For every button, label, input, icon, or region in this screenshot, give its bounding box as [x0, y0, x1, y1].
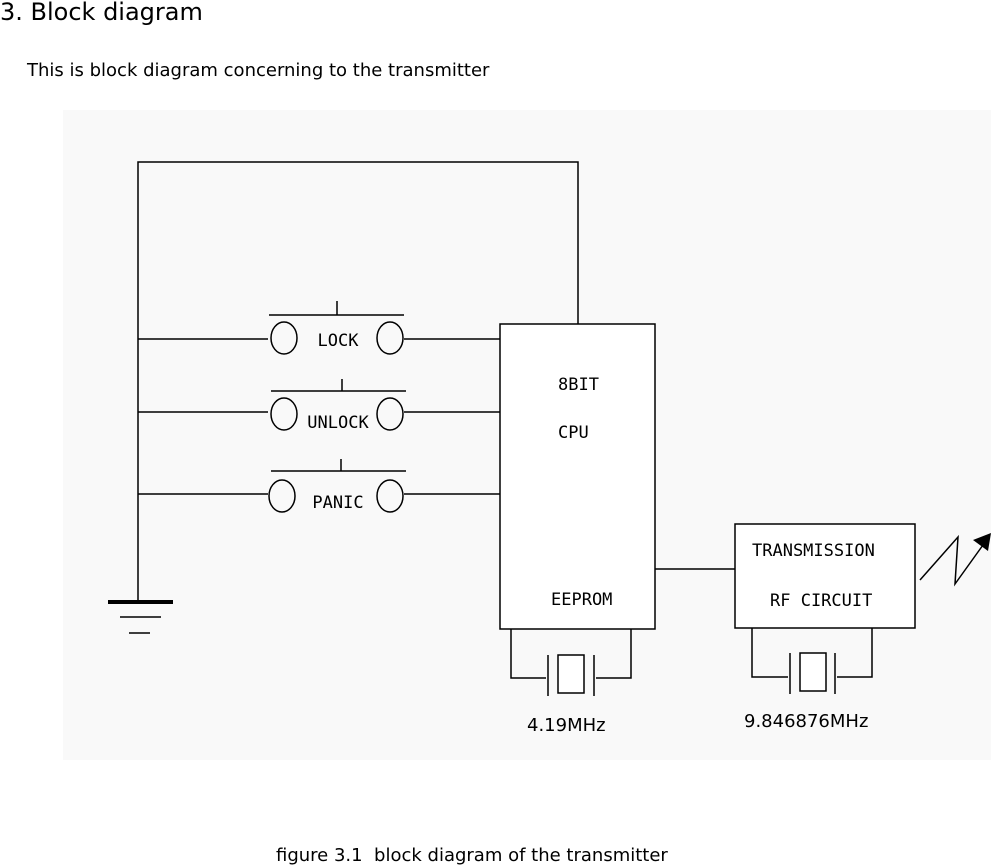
rf-label-line2: RF CIRCUIT — [770, 591, 873, 611]
unlock-label: UNLOCK — [307, 413, 369, 433]
panic-label: PANIC — [312, 493, 364, 513]
eeprom-label: EEPROM — [551, 590, 613, 610]
cpu-label-line2: CPU — [558, 423, 589, 443]
crystal-cpu-frequency: 4.19MHz — [527, 715, 606, 736]
lock-label: LOCK — [317, 331, 359, 351]
rf-circuit-block — [735, 524, 915, 628]
figure-caption: figure 3.1 block diagram of the transmitter — [276, 845, 668, 866]
crystal-rf-frequency: 9.846876MHz — [744, 711, 869, 732]
cpu-label-line1: 8BIT — [558, 375, 599, 395]
intro-text: This is block diagram concerning to the transmitter — [27, 60, 490, 81]
rf-label-line1: TRANSMISSION — [752, 541, 875, 561]
cpu-block — [500, 324, 655, 629]
section-heading: 3. Block diagram — [0, 0, 203, 26]
